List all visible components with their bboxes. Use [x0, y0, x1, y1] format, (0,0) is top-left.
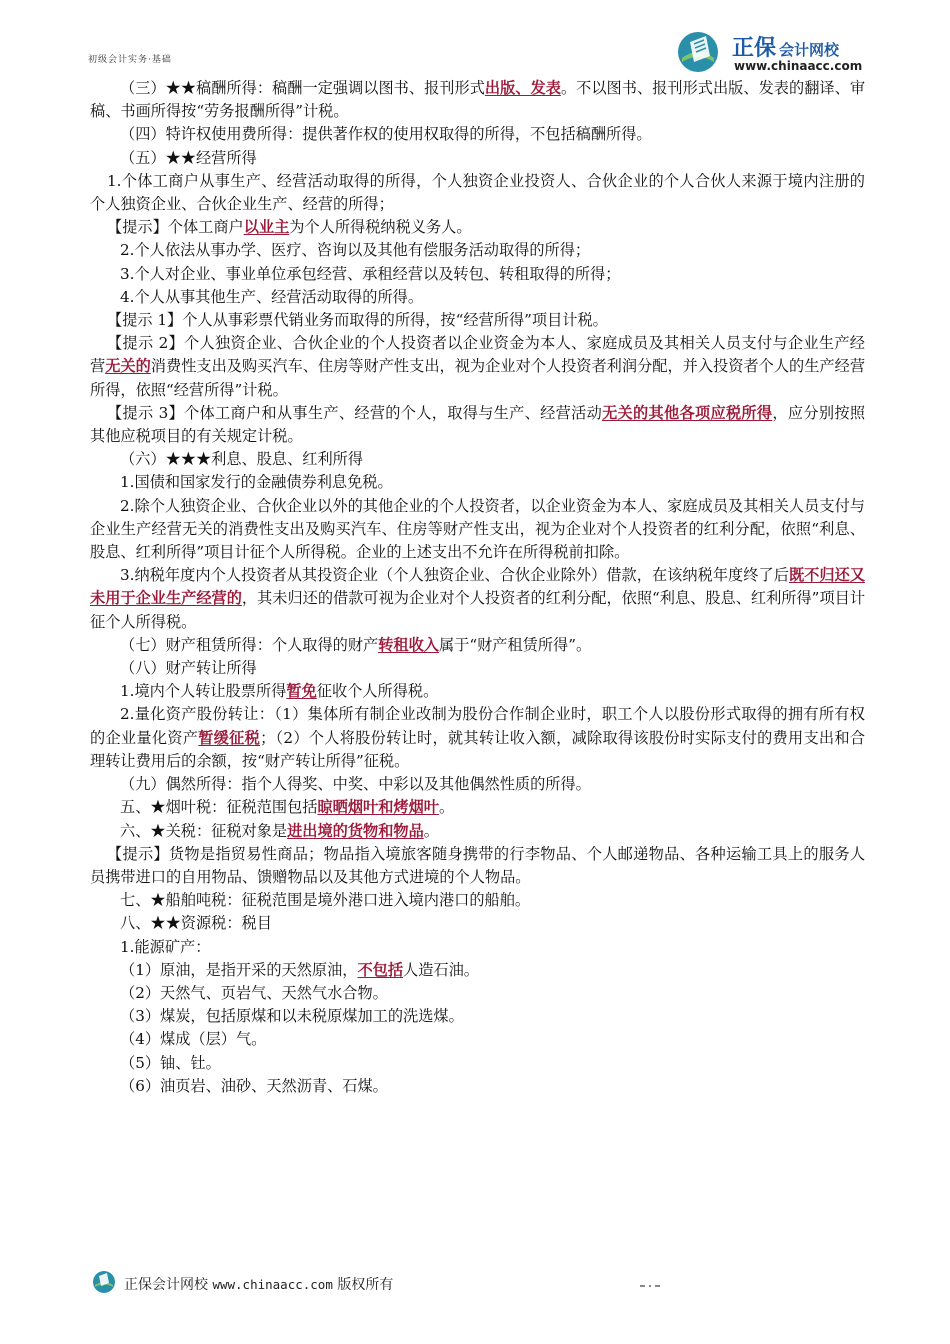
text-run: （4）煤成（层）气。	[120, 1030, 267, 1049]
footer-brand: 正保会计网校	[124, 1277, 208, 1293]
paragraph	[90, 286, 865, 309]
text-run: （六）★★★利息、股息、红利所得	[120, 450, 363, 469]
text-run: （四）特许权使用费所得：提供著作权的使用权取得的所得，不包括稿酬所得。	[120, 125, 652, 144]
paragraph	[90, 495, 865, 565]
paragraph	[90, 912, 865, 935]
text-run: 3.纳税年度内个人投资者从其投资企业（个人独资企业、合伙企业除外）借款，在该纳税年度终了后	[120, 566, 789, 585]
text-run: （三）★★稿酬所得：稿酬一定强调以图书、报刊形式	[120, 79, 485, 97]
paragraph	[90, 936, 865, 959]
text-run: 。	[438, 798, 455, 817]
text-run: ；（2）个人将股份转让时，就其转让收入额，减除取得该股份时实际支付的费用支出和合理转让费用后的余额，按“财产转让所得”征税。	[90, 728, 866, 770]
footer-url[interactable]: www.chinaacc.com	[212, 1277, 333, 1292]
text-run: 七、★船舶吨税：征税范围是境外港口进入境内港口的船舶。	[120, 891, 531, 910]
paragraph	[90, 1052, 865, 1075]
highlighted-text: 出版、发表	[484, 79, 561, 97]
text-run: 2.除个人独资企业、合伙企业以外的其他企业的个人投资者，以企业资金为本人、家庭成员及其相关人员支付与企业生产经营无关的消费性支出及购买汽车、住房等财产性支出，视为企业对个人投资者的红利分配，依照“利息、股息、红利所得”项目计征个人所得税。企业的上述支出不允许在所得税前扣除。	[90, 496, 865, 562]
text-run: （5）铀、钍。	[120, 1053, 221, 1072]
logo-brand-name	[732, 31, 839, 62]
paragraph	[90, 634, 865, 657]
paragraph	[90, 147, 865, 170]
highlighted-text: 无关的其他各项应税所得	[602, 403, 773, 422]
logo-brand: 正保	[732, 36, 777, 61]
paragraph	[90, 471, 865, 494]
text-run: 征收个人所得税。	[316, 682, 439, 701]
paragraph	[90, 889, 865, 912]
highlighted-text: 无关的	[105, 357, 151, 376]
page-marker-dots	[640, 1283, 662, 1289]
text-run: 消费性支出及购买汽车、住房等财产性支出，视为企业对个人投资者利润分配，并入投资者个人的生产经营所得，依照“经营所得”计税。	[90, 357, 866, 399]
paragraph	[90, 564, 865, 634]
text-run: 。不以图书、报刊形式出版、发表的翻译、审稿、书画所得按“劳务报酬所得”计税。	[90, 79, 866, 121]
text-run: 八、★★资源税：税目	[120, 914, 272, 933]
text-run: 【提示 3】个体工商户和从事生产、经营的个人，取得与生产、经营活动	[107, 403, 603, 422]
text-run: （五）★★经营所得	[120, 148, 257, 167]
text-run: 3.个人对企业、事业单位承包经营、承租经营以及转包、转租取得的所得；	[120, 264, 621, 283]
text-run: 【提示】个体工商户	[107, 218, 244, 237]
paragraph	[90, 239, 865, 262]
text-run: 属于“财产租赁所得”。	[438, 635, 592, 654]
highlighted-text: 暂免	[286, 682, 317, 701]
paragraph	[90, 657, 865, 680]
paragraph	[90, 796, 865, 819]
highlighted-text: 进出境的货物和物品	[287, 821, 424, 840]
paragraph	[90, 820, 865, 843]
paragraph	[90, 843, 865, 889]
paragraph	[90, 1075, 865, 1098]
logo-url: www.chinaacc.com	[734, 59, 863, 73]
text-run: 4.个人从事其他生产、经营活动取得的所得。	[120, 287, 424, 306]
highlighted-text: 不包括	[357, 960, 404, 979]
paragraph	[90, 216, 865, 239]
highlighted-text: 晾晒烟叶和烤烟叶	[317, 798, 439, 817]
highlighted-text: 转租收入	[378, 635, 439, 654]
paragraph	[90, 773, 865, 796]
text-run: ，其未归还的借款可视为企业对个人投资者的红利分配，依照“利息、股息、红利所得”项目计征个人所得税。	[90, 589, 866, 631]
paragraph	[90, 123, 865, 146]
text-run: 人造石油。	[403, 960, 479, 979]
text-run: （6）油页岩、油砂、天然沥青、石煤。	[120, 1076, 388, 1095]
text-run: 为个人所得税纳税义务人。	[289, 218, 472, 237]
text-run: ，应分别按照其他应税项目的有关规定计税。	[90, 403, 866, 446]
footer-rights: 版权所有	[337, 1277, 394, 1293]
paragraph	[90, 309, 865, 332]
text-run: 1.能源矿产：	[120, 937, 211, 956]
header-cropped-text: 初级会计实务·基础	[88, 55, 172, 64]
paragraph	[90, 982, 865, 1005]
text-run: 五、★烟叶税：征税范围包括	[120, 798, 318, 817]
text-run: （七）财产租赁所得：个人取得的财产	[120, 635, 379, 654]
paragraph	[90, 680, 865, 703]
text-run: 。	[423, 821, 439, 840]
text-run: （1）原油，是指开采的天然原油，	[120, 960, 358, 979]
text-run: 【提示 2】个人独资企业、合伙企业的个人投资者以企业资金为本人、家庭成员及其相关人员支付与企业生产经营	[90, 334, 865, 376]
paragraph	[90, 263, 865, 286]
text-run: 1.国债和国家发行的金融债券利息免税。	[120, 473, 393, 492]
text-run: 2.量化资产股份转让：（1）集体所有制企业改制为股份合作制企业时，职工个人以股份形式取得的拥有所有权的企业量化资产	[90, 705, 865, 747]
footer-logo-icon	[92, 1270, 118, 1294]
text-run: （八）财产转让所得	[120, 659, 257, 678]
paragraph	[90, 402, 865, 448]
paragraph	[90, 448, 865, 471]
paragraph	[90, 1005, 865, 1028]
paragraph	[90, 703, 865, 773]
text-run: 六、★关税：征税对象是	[120, 821, 288, 840]
highlighted-text: 暂缓征税	[198, 728, 261, 747]
logo-sub: 会计网校	[779, 41, 840, 59]
paragraph	[90, 959, 865, 982]
paragraph	[90, 170, 865, 216]
footer-text	[124, 1274, 393, 1294]
text-run: （2）天然气、页岩气、天然气水合物。	[120, 983, 388, 1002]
text-run: （3）煤炭，包括原煤和以未税原煤加工的洗选煤。	[120, 1007, 464, 1026]
text-run: 【提示 1】个人从事彩票代销业务而取得的所得，按“经营所得”项目计税。	[107, 311, 608, 330]
text-run: 1.个体工商户从事生产、经营活动取得的所得，个人独资企业投资人、合伙企业的个人合伙人来源于境内注册的个人独资企业、合伙企业生产、经营的所得；	[90, 171, 865, 214]
document-body	[90, 77, 865, 1098]
text-run: 1.境内个人转让股票所得	[120, 682, 287, 701]
text-run: （九）偶然所得：指个人得奖、中奖、中彩以及其他偶然性质的所得。	[120, 775, 591, 794]
text-run: 【提示】货物是指贸易性商品；物品指入境旅客随身携带的行李物品、个人邮递物品、各种运输工具上的服务人员携带进口的自用物品、馈赠物品以及其他方式进境的个人物品。	[90, 844, 865, 886]
chinaacc-logo[interactable]	[676, 30, 866, 74]
paragraph	[90, 332, 865, 402]
text-run: 2.个人依法从事办学、医疗、咨询以及其他有偿服务活动取得的所得；	[120, 241, 591, 260]
book-logo-icon	[676, 30, 726, 74]
page-footer	[92, 1270, 492, 1296]
highlighted-text: 既不归还又未用于企业生产经营的	[90, 566, 865, 608]
highlighted-text: 以业主	[243, 218, 290, 237]
paragraph	[90, 1028, 865, 1051]
paragraph	[90, 77, 865, 123]
